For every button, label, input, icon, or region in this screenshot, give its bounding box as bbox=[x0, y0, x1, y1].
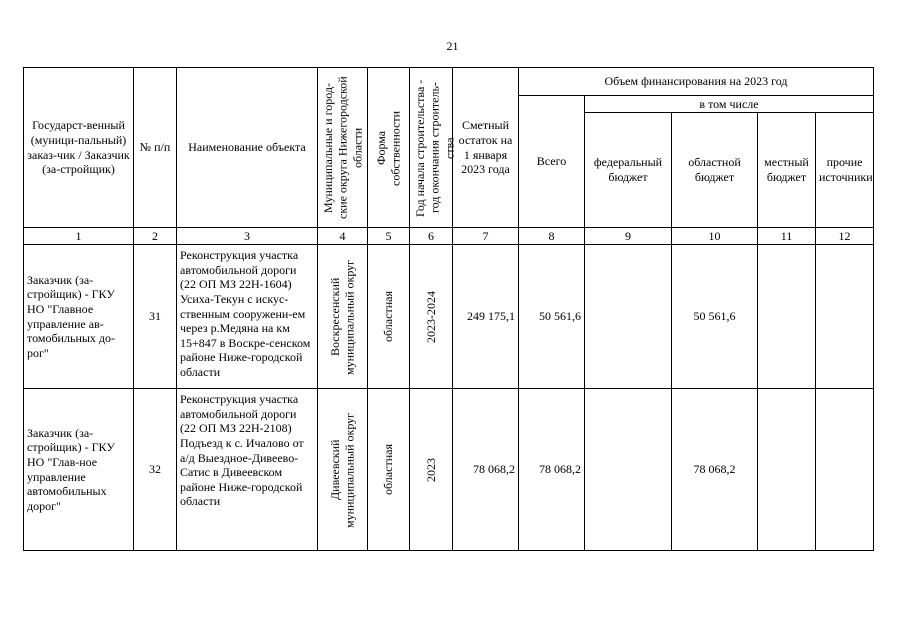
header-ownership: Форма собственности bbox=[373, 109, 403, 186]
header-period-cell bbox=[410, 68, 457, 228]
row-number: 31 bbox=[134, 245, 177, 389]
header-district-cell bbox=[318, 68, 368, 228]
financing-table bbox=[23, 67, 874, 551]
table-row bbox=[24, 389, 874, 551]
column-number: 3 bbox=[177, 228, 318, 245]
header-total: Всего bbox=[519, 96, 585, 228]
header-number: № п/п bbox=[134, 68, 177, 228]
row-customer: Заказчик (за-стройщик) - ГКУ НО "Глав-ное управление автомобильных дорог" bbox=[24, 389, 134, 551]
row-district-cell bbox=[318, 245, 368, 389]
header-federal: федеральный бюджет bbox=[585, 113, 672, 228]
column-number: 10 bbox=[672, 228, 758, 245]
header-other: прочие источники bbox=[816, 113, 874, 228]
column-number: 5 bbox=[368, 228, 410, 245]
row-ownership: областная bbox=[381, 444, 396, 495]
header-including: в том числе bbox=[585, 96, 874, 113]
column-number: 7 bbox=[453, 228, 519, 245]
column-number: 12 bbox=[816, 228, 874, 245]
row-district-cell bbox=[318, 389, 368, 551]
column-number: 4 bbox=[318, 228, 368, 245]
column-number: 8 bbox=[519, 228, 585, 245]
row-ownership-cell bbox=[368, 389, 410, 551]
row-balance: 78 068,2 bbox=[453, 389, 519, 551]
row-federal bbox=[585, 245, 672, 389]
row-other bbox=[816, 389, 874, 551]
header-row-1 bbox=[24, 68, 874, 96]
column-number: 2 bbox=[134, 228, 177, 245]
header-customer: Государст-венный (муници-пальный) заказ-чик / Заказчик (за-стройщик) bbox=[24, 68, 134, 228]
row-federal bbox=[585, 389, 672, 551]
row-number: 32 bbox=[134, 389, 177, 551]
row-regional: 50 561,6 bbox=[672, 245, 758, 389]
column-number: 6 bbox=[410, 228, 453, 245]
column-number: 1 bbox=[24, 228, 134, 245]
row-ownership-cell bbox=[368, 245, 410, 389]
row-customer: Заказчик (за-стройщик) - ГКУ НО "Главное управление ав-томобильных до-рог" bbox=[24, 245, 134, 389]
page-number: 21 bbox=[446, 39, 459, 53]
table-row bbox=[24, 245, 874, 389]
header-balance: Сметный остаток на 1 января 2023 года bbox=[453, 68, 519, 228]
header-funding-group: Объем финансирования на 2023 год bbox=[519, 68, 874, 96]
row-object-name: Реконструкция участка автомобильной дороги (22 ОП МЗ 22Н-2108) Подъезд к с. Ичалово от а/д Выездное-Дивеево-Сатис в Дивеевском районе Ниже-городской области bbox=[177, 389, 318, 551]
column-number-row bbox=[24, 228, 874, 245]
row-period: 2023-2024 bbox=[423, 290, 438, 343]
column-number: 9 bbox=[585, 228, 672, 245]
row-period-cell bbox=[410, 389, 453, 551]
header-local: местный бюджет bbox=[758, 113, 816, 228]
header-ownership-cell bbox=[368, 68, 410, 228]
row-period-cell bbox=[410, 245, 453, 389]
row-district: Воскресенский муниципальный округ bbox=[327, 258, 357, 375]
row-local bbox=[758, 245, 816, 389]
header-period: Год начала строительства - год окончания строитель-ства bbox=[413, 78, 457, 217]
row-period: 2023 bbox=[423, 457, 438, 482]
header-object-name: Наименование объекта bbox=[177, 68, 318, 228]
column-number: 11 bbox=[758, 228, 816, 245]
row-object-name: Реконструкция участка автомобильной дороги (22 ОП МЗ 22Н-1604) Усиха-Текун с искус-ственным сооружени-ем через р.Медяна на км 15+847 в Воскре-сенском районе Ниже-городской области bbox=[177, 245, 318, 389]
row-total: 78 068,2 bbox=[519, 389, 585, 551]
row-other bbox=[816, 245, 874, 389]
row-regional: 78 068,2 bbox=[672, 389, 758, 551]
row-ownership: областная bbox=[381, 291, 396, 342]
row-district: Дивеевский муниципальный округ bbox=[327, 411, 357, 528]
header-district: Муниципальные и город-ские округа Нижегородской области bbox=[321, 76, 365, 219]
header-regional: областной бюджет bbox=[672, 113, 758, 228]
row-total: 50 561,6 bbox=[519, 245, 585, 389]
row-balance: 249 175,1 bbox=[453, 245, 519, 389]
row-local bbox=[758, 389, 816, 551]
